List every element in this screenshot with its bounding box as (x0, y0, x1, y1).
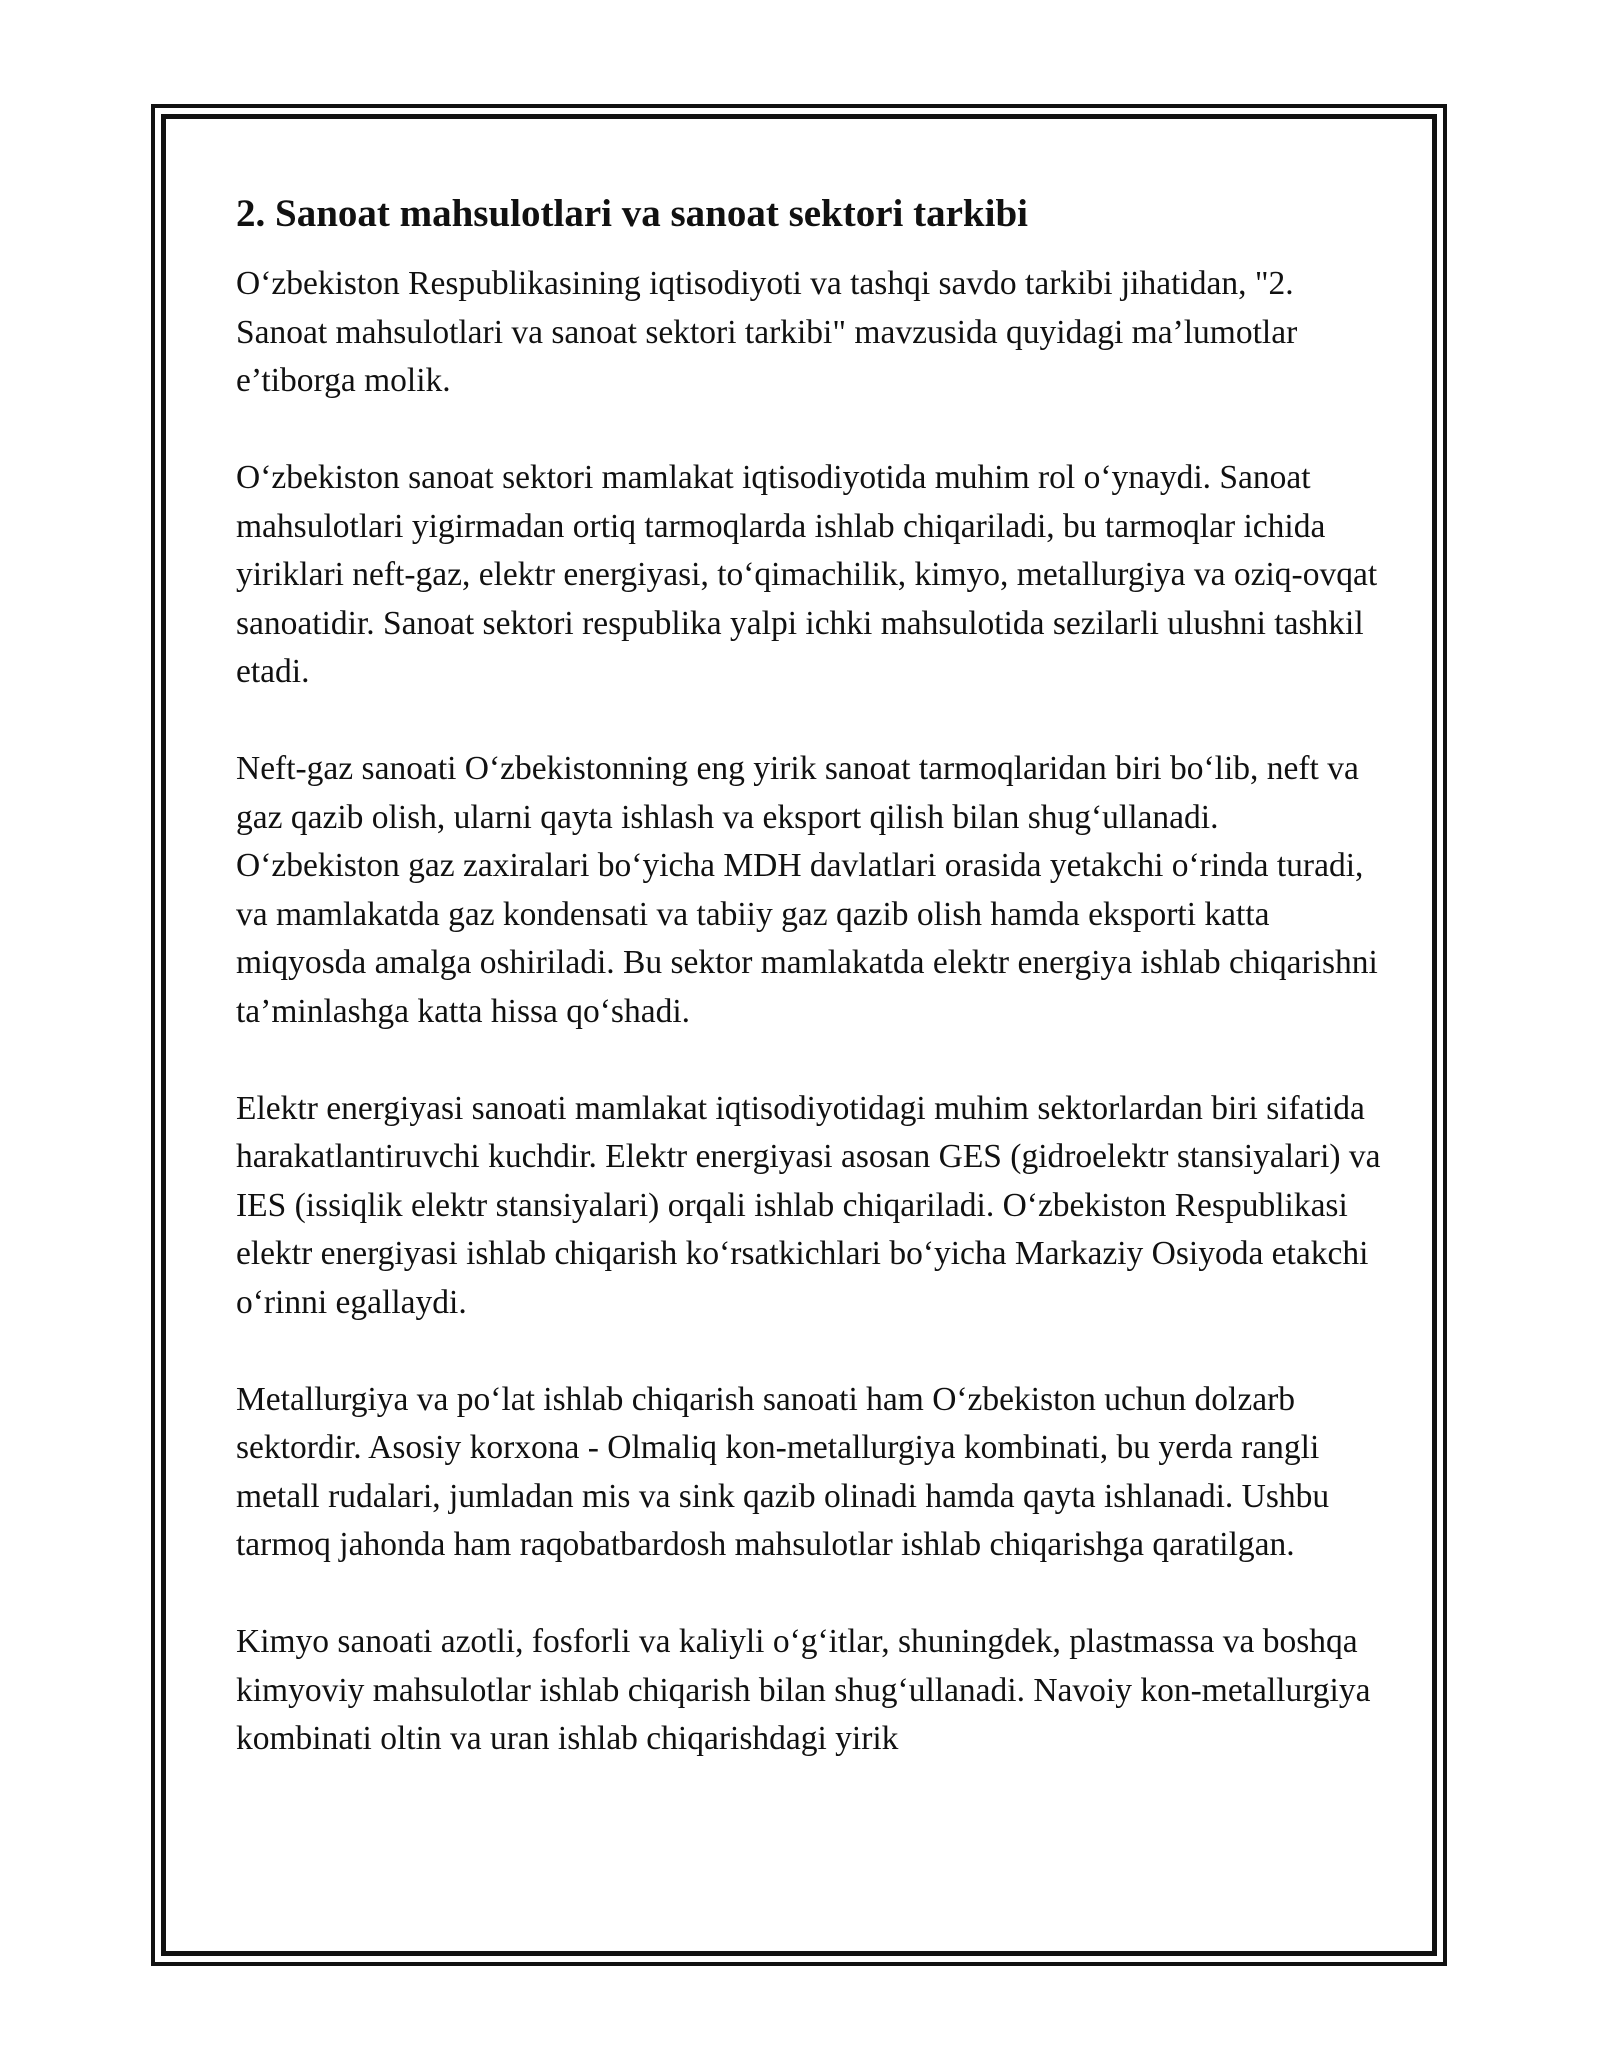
paragraph-chemistry: Kimyo sanoati azotli, fosforli va kaliyli o‘g‘itlar, shuningdek, plastmassa va boshqa kimyoviy mahsulotlar ishlab chiqarish bilan shug‘ullanadi. Navoiy kon-metallurgiya kombinati oltin va uran ishlab chiqarishdagi yirik (236, 1623, 1371, 1757)
paragraph-oil-gas: Neft-gaz sanoati O‘zbekistonning eng yirik sanoat tarmoqlaridan biri bo‘lib, neft va gaz qazib olish, ularni qayta ishlash va eksport qilish bilan shug‘ullanadi. O‘zbekiston gaz zaxiralari bo‘yicha MDH davlatlari orasida yetakchi o‘rinda turadi, va mamlakatda gaz kondensati va tabiiy gaz qazib olish hamda eksporti katta miqyosda amalga oshiriladi. Bu sektor mamlakatda elektr energiya ishlab chiqarishni ta’minlashga katta hissa qo‘shadi. (236, 750, 1378, 1030)
document-body (236, 186, 1386, 1764)
section-heading: 2. Sanoat mahsulotlari va sanoat sektori tarkibi (236, 192, 1028, 235)
paragraph-intro: O‘zbekiston Respublikasining iqtisodiyoti va tashqi savdo tarkibi jihatidan, "2. Sanoat mahsulotlari va sanoat sektori tarkibi" mavzusida quyidagi ma’lumotlar e’tiborga molik. (236, 265, 1298, 399)
paragraph-industry-overview: O‘zbekiston sanoat sektori mamlakat iqtisodiyotida muhim rol o‘ynaydi. Sanoat mahsulotlari yigirmadan ortiq tarmoqlarda ishlab chiqariladi, bu tarmoqlar ichida yiriklari neft-gaz, elektr energiyasi, to‘qimachilik, kimyo, metallurgiya va oziq-ovqat sanoatidir. Sanoat sektori respublika yalpi ichki mahsulotida sezilarli ulushni tashkil etadi. (236, 459, 1378, 690)
paragraph-electric-energy: Elektr energiyasi sanoati mamlakat iqtisodiyotidagi muhim sektorlardan biri sifatida harakatlantiruvchi kuchdir. Elektr energiyasi asosan GES (gidroelektr stansiyalari) va IES (issiqlik elektr stansiyalari) orqali ishlab chiqariladi. O‘zbekiston Respublikasi elektr energiyasi ishlab chiqarish ko‘rsatkichlari bo‘yicha Markaziy Osiyoda etakchi o‘rinni egallaydi. (236, 1089, 1381, 1321)
paragraph-metallurgy: Metallurgiya va po‘lat ishlab chiqarish sanoati ham O‘zbekiston uchun dolzarb sektordir. Asosiy korxona - Olmaliq kon-metallurgiya kombinati, bu yerda rangli metall rudalari, jumladan mis va sink qazib olinadi hamda qayta ishlanadi. Ushbu tarmoq jahonda ham raqobatbardosh mahsulotlar ishlab chiqarishga qaratilgan. (236, 1380, 1330, 1563)
